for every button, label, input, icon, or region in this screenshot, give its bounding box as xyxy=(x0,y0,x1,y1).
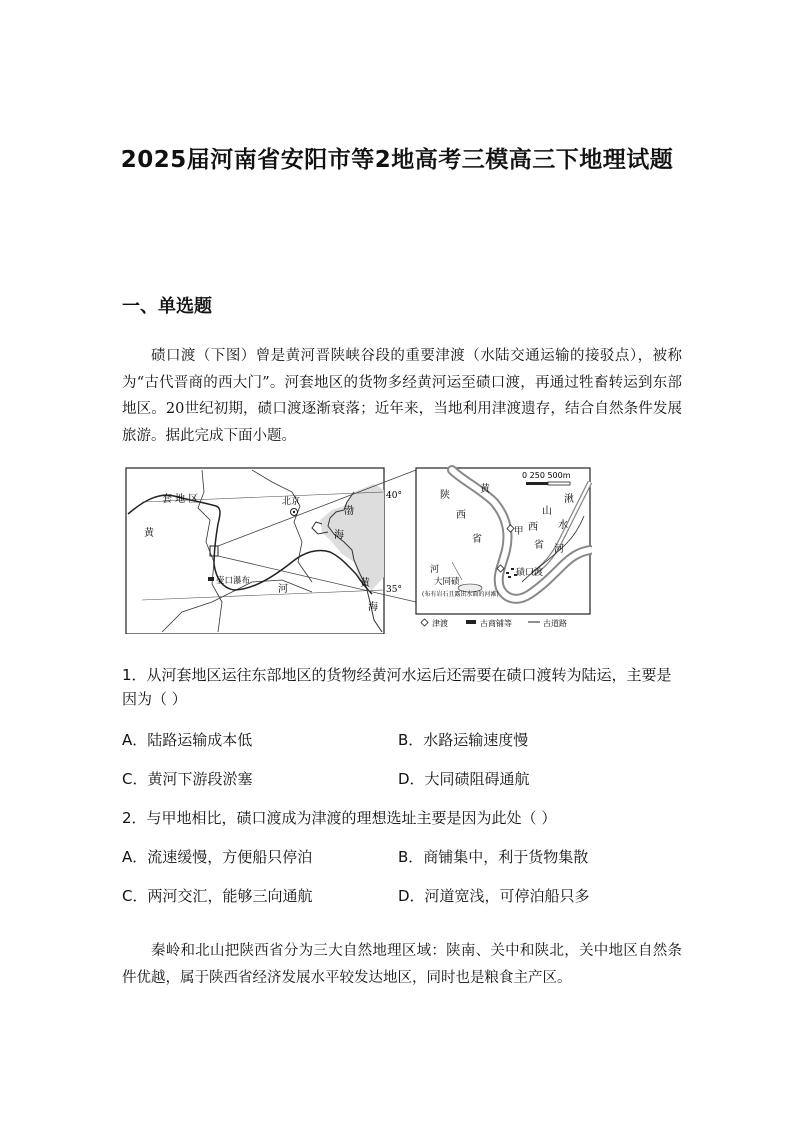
q1-option-d[interactable]: D．大同碛阻碍通航 xyxy=(398,770,530,788)
regional-map xyxy=(126,468,416,634)
exam-title: 2025届河南省安阳市等2地高考三模高三下地理试题 xyxy=(120,147,674,173)
section-heading: 一、单选题 xyxy=(122,296,212,317)
shaanxi-1: 陕 xyxy=(440,490,450,501)
qiushui-3: 河 xyxy=(554,544,564,555)
shanxi-3: 省 xyxy=(534,540,544,551)
haisea-label: 海 xyxy=(368,602,378,613)
question-2-stem: 2．与甲地相比，碛口渡成为津渡的理想选址主要是因为此处（ ） xyxy=(122,809,557,827)
reading-passage-1: 碛口渡（下图）曾是黄河晋陕峡谷段的重要津渡（水陆交通运输的接驳点），被称为“古代晋商的西大门”。河套地区的货物多经黄河运至碛口渡，再通过牲畜转运到东部地区。20世纪初期，碛口渡逐渐衰落；近年来，当地利用津渡遗存，结合自然条件发展旅游。据此完成下面小题。 xyxy=(122,348,682,444)
q2-option-a[interactable]: A．流速缓慢，方便船只停泊 xyxy=(122,848,313,866)
huang-label: 黄 xyxy=(144,528,154,539)
q1-option-b[interactable]: B．水路运输速度慢 xyxy=(398,731,529,749)
huangsea-label: 黄 xyxy=(360,578,370,589)
legend-ferry: 津渡 xyxy=(432,619,448,628)
datong-label: 大同碛 xyxy=(434,577,460,587)
question-1-stem: 1．从河套地区运往东部地区的货物经黄河水运后还需要在碛口渡转为陆运，主要是因为（ ） xyxy=(122,666,672,708)
legend-shops: 古商铺等 xyxy=(480,619,512,628)
hukou-marker xyxy=(208,577,214,581)
q1-option-a[interactable]: A．陆路运输成本低 xyxy=(122,731,253,749)
qikou-label: 碛口渡 xyxy=(516,568,544,578)
beijing-label: 北京 xyxy=(282,497,301,507)
q2-option-d[interactable]: D．河道宽浅，可停泊船只多 xyxy=(398,887,590,905)
shanxi-1: 山 xyxy=(542,506,552,517)
inset-map xyxy=(416,468,590,614)
he-label: 河 xyxy=(278,584,288,595)
qiushui-1: 湫 xyxy=(564,494,574,505)
q1-option-c[interactable]: C．黄河下游段淤塞 xyxy=(122,770,253,788)
shaanxi-3: 省 xyxy=(472,534,482,545)
hetao-label: 套 地 区 xyxy=(162,494,199,505)
inset-huang-label: 黄 xyxy=(480,484,490,495)
hukou-label: 壶口瀑布 xyxy=(216,576,251,586)
lat40-label: 40° xyxy=(386,491,402,501)
map-legend xyxy=(421,618,567,628)
scale-label: 0 250 500m xyxy=(522,471,571,480)
shanxi-2: 西 xyxy=(528,522,538,533)
q2-option-b[interactable]: B．商铺集中，利于货物集散 xyxy=(398,848,589,866)
shaanxi-2: 西 xyxy=(456,510,466,521)
jia-label: 甲 xyxy=(514,526,524,537)
reading-passage-2: 秦岭和北山把陕西省分为三大自然地理区域：陕南、关中和陕北，关中地区自然条件优越，属于陕西省经济发展水平较发达地区，同时也是粮食主产区。 xyxy=(122,943,682,986)
inset-he-label: 河 xyxy=(430,565,440,575)
lat35-label: 35° xyxy=(386,585,402,595)
q2-option-c[interactable]: C．两河交汇，能够三向通航 xyxy=(122,887,313,905)
bo-label: 渤 xyxy=(344,506,354,517)
datong-note: (布有岩石且露出水面的河滩) xyxy=(422,591,499,598)
map-figure xyxy=(122,462,592,634)
hai-label: 海 xyxy=(334,530,344,541)
qiushui-2: 水 xyxy=(558,520,568,531)
legend-road: 古道路 xyxy=(543,619,567,628)
